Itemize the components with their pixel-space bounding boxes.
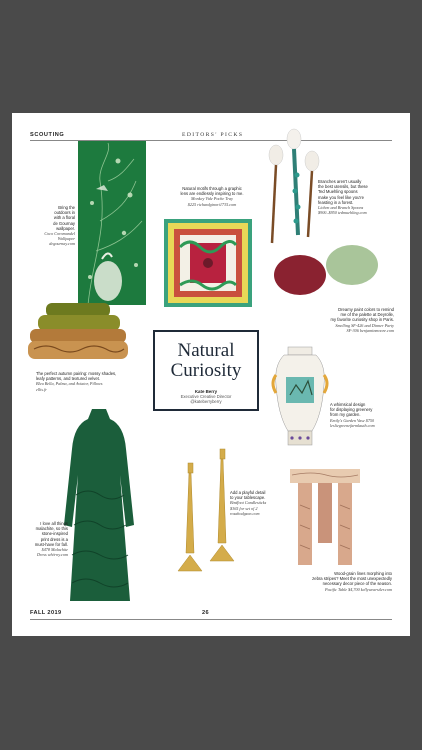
candles-caption: Add a playful detail to your tablescape. Birdfoot Candlesticks $365 for set of 2 rosahodgson.com: [230, 490, 267, 516]
wallpaper-image: [78, 141, 146, 305]
author-handle: @kateberryberry: [190, 399, 222, 404]
section-label: SCOUTING: [30, 132, 65, 138]
author-name: Kate Berry: [194, 389, 218, 394]
tray-image: [162, 217, 254, 309]
paint-caption: Dreamy paint colors to remind me of the palette at Deyrolle, my favorite curiosity shop in Paris. Smelling SF-426 and Dinner Party SF-306 benjaminmoore.com: [330, 307, 394, 333]
issue-label: FALL 2019: [30, 610, 62, 616]
column-label: EDITORS' PICKS: [182, 132, 244, 138]
wallpaper-caption: Bring the outdoors in with a floral de Gournay wallpaper. Coco Coromandel Wallpaper degournay.com: [44, 205, 75, 247]
footer-rule: [30, 619, 392, 620]
magazine-page: [12, 113, 410, 636]
pillows-image: [24, 299, 132, 363]
dress-image: [60, 405, 138, 605]
table-caption: Wood-grain lines morphing into zebra stripes? Meet the most unexpectedly necessary decor piece of the season. Pacific Table $4,700 kellywearstler.com: [312, 571, 392, 592]
author-role: Executive Creative Director: [180, 394, 232, 399]
pillows-caption: The perfect autumn pairing: mossy shades, leafy patterns, and textured velvet. Bleu Bella, Palma, and Aviator, Pillows ellis.fr: [36, 371, 117, 392]
title-box: [153, 330, 259, 411]
spoons-image: [264, 125, 324, 247]
title-line-1: Natural: [177, 340, 235, 361]
table-image: [284, 465, 366, 567]
paint-swatches-image: [270, 241, 384, 301]
tray-caption: Natural motifs through a graphic lens are endlessly inspiring to me. Monkey Vide Poche Tray $225 richardginori1735.com: [180, 186, 244, 207]
vase-image: [270, 345, 330, 449]
spoons-caption: Branches aren't usually the best utensils, but these Ted Muehling spoons make you feel like you're feasting in a forest. Lichen and Branch Spoons $900–$950 tedmuehling.com: [318, 179, 368, 216]
vase-caption: A whimsical design for displaying greenery from my garden. Emily's Garden Vase $750 lesliegreenefarmlauth.com: [330, 402, 375, 428]
dress-caption: I love all things malachite, so this stone-inspired print dress is a must-have for fall. $478 Malachite Dress whit-ny.com: [34, 521, 68, 558]
title-line-2: Curiosity: [170, 360, 242, 381]
page-number: 26: [202, 610, 210, 616]
